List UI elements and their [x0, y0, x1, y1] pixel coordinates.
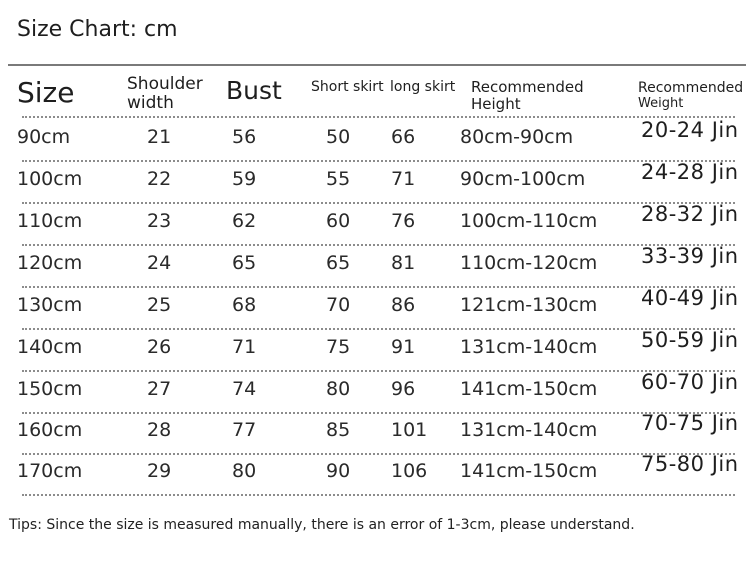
cell-short: 70	[326, 294, 351, 316]
cell-weight: 50-59 Jin	[641, 328, 739, 352]
cell-long: 101	[391, 419, 428, 441]
tips-note: Tips: Since the size is measured manually, there is an error of 1-3cm, please understand.	[9, 517, 635, 533]
table-row	[0, 160, 750, 202]
cell-weight: 24-28 Jin	[641, 160, 739, 184]
cell-shoulder: 24	[147, 252, 172, 274]
cell-long: 91	[391, 336, 416, 358]
header-top-divider	[8, 64, 746, 66]
cell-bust: 68	[232, 294, 257, 316]
cell-size: 110cm	[17, 210, 83, 232]
cell-short: 55	[326, 168, 351, 190]
cell-shoulder: 28	[147, 419, 172, 441]
cell-height: 141cm-150cm	[460, 378, 598, 400]
cell-height: 131cm-140cm	[460, 419, 598, 441]
cell-long: 66	[391, 126, 416, 148]
cell-long: 86	[391, 294, 416, 316]
table-header	[0, 70, 750, 116]
table-row	[0, 328, 750, 370]
page-title: Size Chart: cm	[17, 17, 178, 42]
header-weight-line1: Recommended	[638, 80, 744, 96]
cell-shoulder: 22	[147, 168, 172, 190]
cell-shoulder: 27	[147, 378, 172, 400]
cell-long: 71	[391, 168, 416, 190]
cell-short: 65	[326, 252, 351, 274]
cell-weight: 70-75 Jin	[641, 411, 739, 435]
cell-short: 85	[326, 419, 351, 441]
cell-size: 140cm	[17, 336, 83, 358]
cell-size: 100cm	[17, 168, 83, 190]
header-long-skirt: long skirt	[390, 79, 456, 95]
cell-weight: 40-49 Jin	[641, 286, 739, 310]
cell-short: 75	[326, 336, 351, 358]
cell-shoulder: 29	[147, 460, 172, 482]
cell-size: 150cm	[17, 378, 83, 400]
cell-height: 131cm-140cm	[460, 336, 598, 358]
table-row	[0, 411, 750, 453]
cell-size: 170cm	[17, 460, 83, 482]
cell-shoulder: 23	[147, 210, 172, 232]
header-short-skirt: Short skirt	[311, 79, 384, 95]
cell-short: 60	[326, 210, 351, 232]
table-row	[0, 286, 750, 328]
cell-shoulder: 26	[147, 336, 172, 358]
cell-bust: 71	[232, 336, 257, 358]
cell-size: 160cm	[17, 419, 83, 441]
cell-size: 120cm	[17, 252, 83, 274]
cell-bust: 74	[232, 378, 257, 400]
cell-height: 90cm-100cm	[460, 168, 586, 190]
cell-bust: 59	[232, 168, 257, 190]
cell-weight: 28-32 Jin	[641, 202, 739, 226]
cell-weight: 20-24 Jin	[641, 118, 739, 142]
cell-size: 130cm	[17, 294, 83, 316]
cell-long: 81	[391, 252, 416, 274]
row-divider	[22, 494, 735, 496]
cell-bust: 80	[232, 460, 257, 482]
cell-weight: 75-80 Jin	[641, 452, 739, 476]
cell-short: 90	[326, 460, 351, 482]
cell-shoulder: 21	[147, 126, 172, 148]
cell-bust: 62	[232, 210, 257, 232]
cell-long: 96	[391, 378, 416, 400]
table-row	[0, 202, 750, 244]
cell-height: 110cm-120cm	[460, 252, 598, 274]
cell-long: 106	[391, 460, 428, 482]
table-row	[0, 244, 750, 286]
table-row	[0, 118, 750, 160]
header-height-line2: Height	[471, 95, 521, 113]
header-shoulder-line2: width	[127, 93, 174, 113]
header-weight-line2: Weight	[638, 96, 684, 111]
cell-long: 76	[391, 210, 416, 232]
cell-short: 80	[326, 378, 351, 400]
cell-height: 100cm-110cm	[460, 210, 598, 232]
header-bust: Bust	[226, 76, 282, 105]
cell-weight: 60-70 Jin	[641, 370, 739, 394]
cell-size: 90cm	[17, 126, 71, 148]
header-shoulder-line1: Shoulder	[127, 74, 203, 94]
cell-shoulder: 25	[147, 294, 172, 316]
cell-bust: 56	[232, 126, 257, 148]
cell-weight: 33-39 Jin	[641, 244, 739, 268]
cell-bust: 65	[232, 252, 257, 274]
cell-height: 121cm-130cm	[460, 294, 598, 316]
cell-short: 50	[326, 126, 351, 148]
header-height-line1: Recommended	[471, 78, 584, 96]
header-size: Size	[17, 76, 75, 109]
cell-bust: 77	[232, 419, 257, 441]
cell-height: 80cm-90cm	[460, 126, 574, 148]
table-row	[0, 370, 750, 412]
cell-height: 141cm-150cm	[460, 460, 598, 482]
table-row	[0, 452, 750, 494]
